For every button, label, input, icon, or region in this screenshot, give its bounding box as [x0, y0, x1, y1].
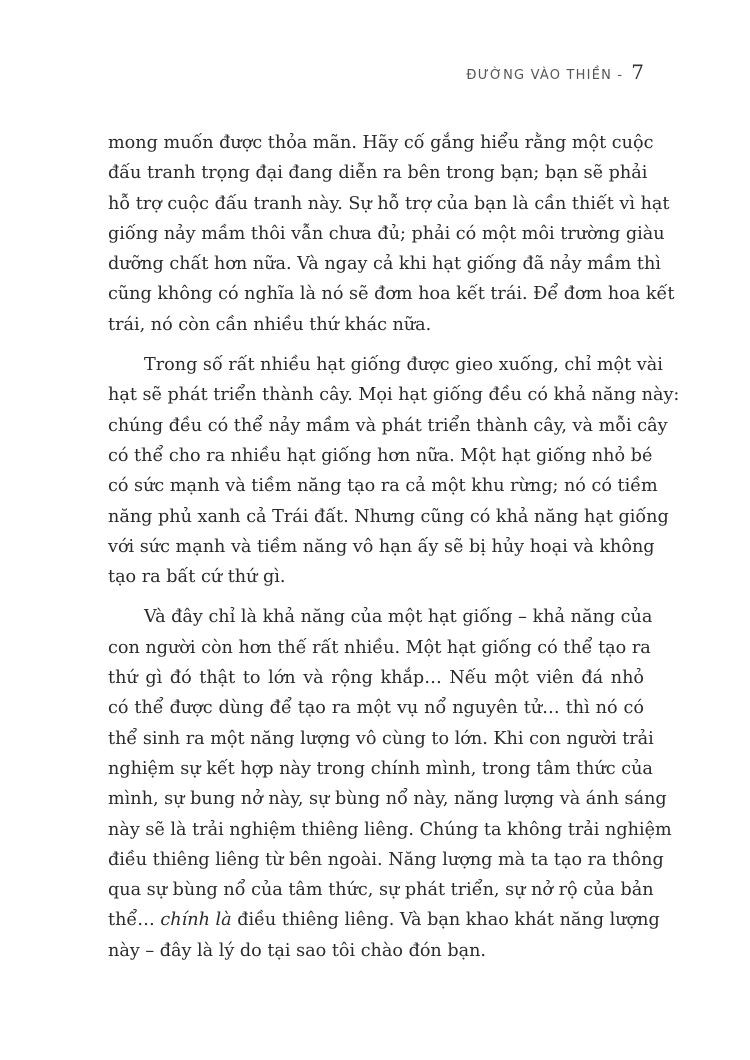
text-line: hỗ trợ cuộc đấu tranh này. Sự hỗ trợ của bạn là cần thiết vì hạt [108, 193, 670, 214]
text-line: tạo ra bất cứ thứ gì. [108, 567, 286, 588]
text-line: có thể cho ra nhiều hạt giống hơn nữa. Một hạt giống nhỏ bé [108, 445, 653, 466]
text-segment: điều thiêng liêng. Và bạn khao khát năng lượng [231, 910, 660, 931]
text-line: mình, sự bung nở này, sự bùng nổ này, năng lượng và ánh sáng [108, 789, 667, 810]
page-number: 7 [631, 60, 644, 84]
text-segment: thể… [108, 910, 161, 931]
text-line: năng phủ xanh cả Trái đất. Nhưng cũng có khả năng hạt giống [108, 506, 669, 527]
running-header [466, 60, 644, 84]
text-line: thể sinh ra một năng lượng vô cùng to lớn. Khi con người trải [108, 728, 654, 749]
text-line: hạt sẽ phát triển thành cây. Mọi hạt giống đều có khả năng này: [108, 385, 680, 406]
text-line: này sẽ là trải nghiệm thiêng liêng. Chúng ta không trải nghiệm [108, 819, 672, 840]
text-line: giống nảy mầm thôi vẫn chưa đủ; phải có một môi trường giàu [108, 223, 665, 244]
text-line: trái, nó còn cần nhiều thứ khác nữa. [108, 314, 432, 335]
emphasized-text: chính là [160, 910, 232, 931]
paragraph-2 [108, 350, 680, 592]
running-header-title: ĐƯỜNG VÀO THIỀN - [466, 68, 624, 83]
text-line: dưỡng chất hơn nữa. Và ngay cả khi hạt giống đã nảy mầm thì [108, 254, 661, 275]
text-line: mong muốn được thỏa mãn. Hãy cố gắng hiểu rằng một cuộc [108, 133, 654, 153]
text-line: chúng đều có thể nảy mầm và phát triển thành cây, và mỗi cây [108, 415, 668, 436]
text-line: Và đây chỉ là khả năng của một hạt giống – khả năng của [144, 607, 653, 628]
text-line: con người còn hơn thế rất nhiều. Một hạt giống có thể tạo ra [108, 637, 651, 658]
text-line: thứ gì đó thật to lớn và rộng khắp… Nếu một viên đá nhỏ [108, 668, 644, 689]
text-line: nghiệm sự kết hợp này trong chính mình, trong tâm thức của [108, 758, 653, 779]
text-line: điều thiêng liêng từ bên ngoài. Năng lượng mà ta tạo ra thông [108, 849, 664, 870]
text-line: qua sự bùng nổ của tâm thức, sự phát triển, sự nở rộ của bản [108, 880, 654, 901]
text-line: có thể được dùng để tạo ra một vụ nổ nguyên tử… thì nó có [108, 698, 644, 719]
text-line: với sức mạnh và tiềm năng vô hạn ấy sẽ bị hủy hoại và không [108, 536, 655, 557]
text-line: có sức mạnh và tiềm năng tạo ra cả một khu rừng; nó có tiềm [108, 476, 658, 497]
body-text [108, 128, 680, 976]
paragraph-3 [108, 602, 672, 966]
text-line: Trong số rất nhiều hạt giống được gieo xuống, chỉ một vài [144, 355, 663, 376]
text-line-with-emphasis [108, 905, 660, 935]
paragraph-1 [108, 128, 675, 340]
text-line: đấu tranh trọng đại đang diễn ra bên trong bạn; bạn sẽ phải [108, 163, 648, 184]
text-line: này – đây là lý do tại sao tôi chào đón bạn. [108, 940, 487, 961]
text-line: cũng không có nghĩa là nó sẽ đơm hoa kết trái. Để đơm hoa kết [108, 284, 675, 305]
